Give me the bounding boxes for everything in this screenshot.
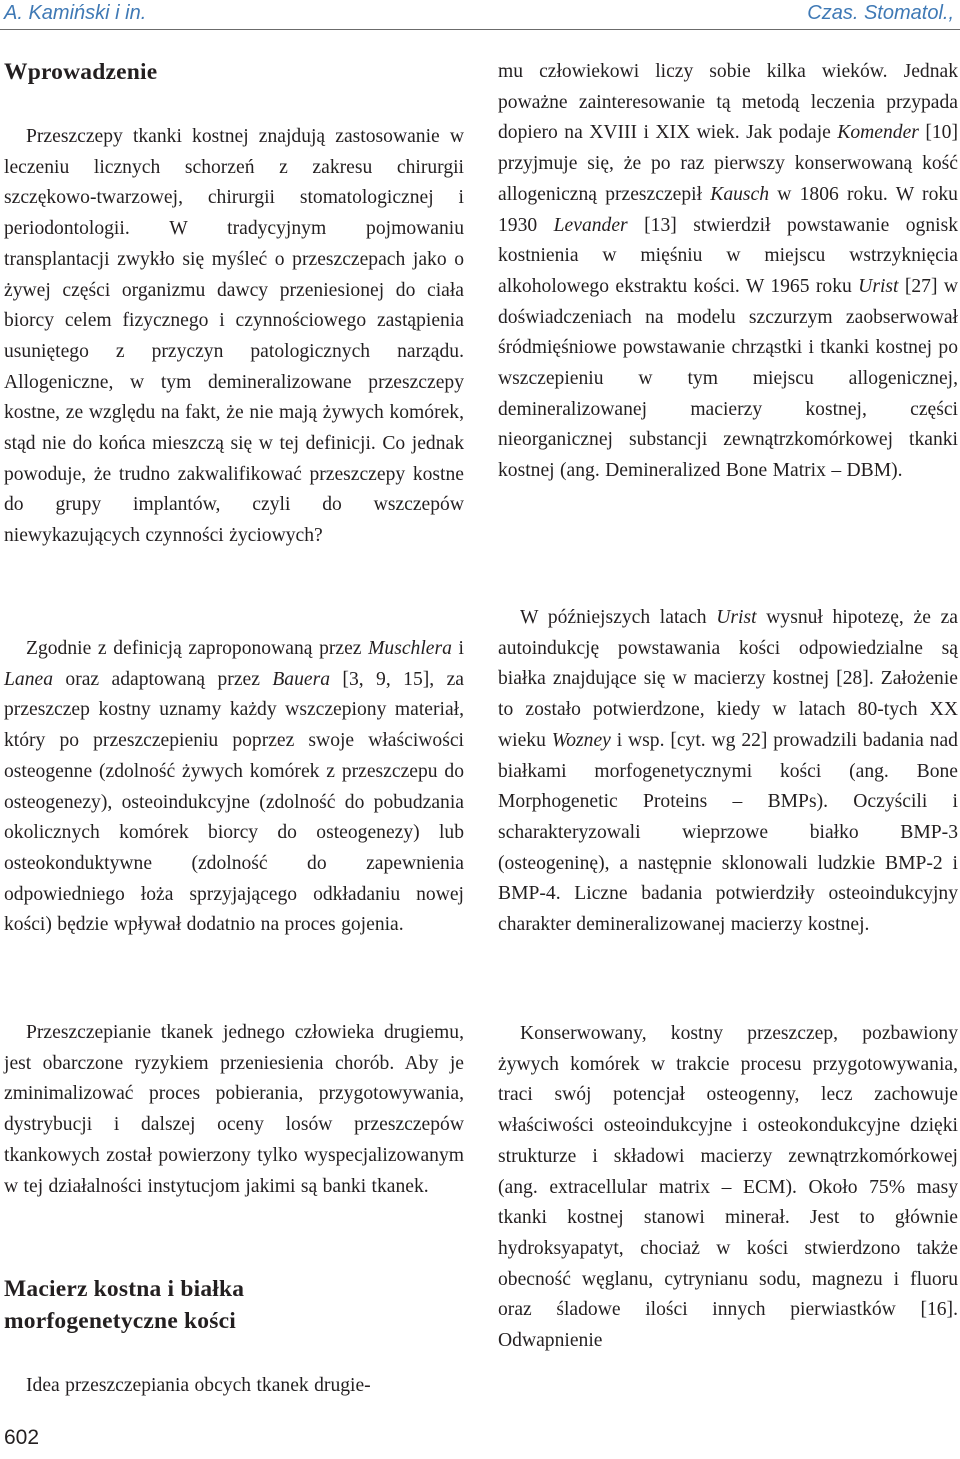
right-p2-text-c: i wsp. [cyt. wg 22] prowadzili badania nad białkami morfogenetycznymi kości (ang. Bone Morphogenetic Proteins – BMPs). Oczyścili i scharakteryzowali wieprzowe białko BMP-3 (osteogeninę), a następnie sklonowali ludzkie BMP-2 i BMP-4. Liczne badania potwierdziły osteoindukcyjny charakter demineralizowanej macierzy kostnej. bbox=[498, 729, 958, 936]
left-paragraph-2 bbox=[4, 634, 464, 941]
author-levander: Levander bbox=[553, 214, 628, 236]
author-urist: Urist bbox=[858, 275, 899, 297]
matrix-heading bbox=[4, 1273, 244, 1337]
matrix-heading-line-2: morfogenetyczne kości bbox=[4, 1308, 236, 1334]
page-number: 602 bbox=[4, 1426, 40, 1449]
right-p2-text-a: W późniejszych latach bbox=[520, 607, 717, 628]
right-paragraph-2 bbox=[498, 603, 958, 941]
author-bauera: Bauera bbox=[272, 668, 331, 690]
header-rule bbox=[0, 29, 960, 30]
author-urist-2: Urist bbox=[716, 607, 757, 628]
left-paragraph-4: Idea przeszczepiania obcych tkanek drugie- bbox=[26, 1375, 371, 1396]
author-wozney: Wozney bbox=[551, 729, 611, 751]
right-p1-text-e: [27] w doświadczeniach na modelu szczurzym zaobserwował śródmięśniowe powstawanie chrząstki i tkanki kostnej po wszczepieniu w tym miejscu allogenicznej, demineralizowanej macierzy kostnej, części nieorganicznej substancji zewnątrzkomórkowej tkanki kostnej (ang. Demineralized Bone Matrix – DBM). bbox=[498, 275, 958, 482]
right-paragraph-3: Konserwowany, kostny przeszczep, pozbawiony żywych komórek w trakcie procesu przygotowywania, traci swój potencjał osteogenny, lecz zachowuje właściwości osteoindukcyjne i osteokondukcyjne dzięki strukturze i składowi macierzy zewnątrzkomórkowej (ang. extracellular matrix – ECM). Około 75% masy tkanki kostnej stanowi minerał. Jest to głównie hydroksyapatyt, chociaż w kości stwierdzono także obecność węglanu, cytrynianu sodu, magnezu i fluoru oraz śladowe ilości innych pierwiastków [16]. Odwapnienie bbox=[498, 1023, 958, 1352]
matrix-heading-line-1: Macierz kostna i białka bbox=[4, 1276, 245, 1302]
right-p1-text-b: [10] przyjmuje się, że po raz pierwszy konserwowaną kość allogeniczną przeszczepił bbox=[498, 122, 958, 205]
running-head-authors: A. Kamiński i in. bbox=[4, 2, 147, 24]
intro-heading: Wprowadzenie bbox=[4, 59, 158, 85]
author-lanea: Lanea bbox=[4, 668, 53, 690]
right-p1-text-c: w 1806 roku. W roku 1930 bbox=[498, 183, 958, 236]
left-paragraph-1: Przeszczepy tkanki kostnej znajdują zastosowanie w leczeniu licznych schorzeń z zakresu chirurgii szczękowo-twarzowej, chirurgii stomatologicznej i periodontologii. W tradycyjnym pojmowaniu transplantacji zwykło się myśleć o przeszczepach jako o żywej części organizmu dawcy przeniesionej do ciała biorcy celem fizycznego i czynnościowego zastąpienia usuniętego z przyczyn patologicznych narządu. Allogeniczne, w tym demineralizowane przeszczepy kostne, ze względu na fakt, że nie mają żywych komórek, stąd nie do końca mieszczą się w tej definicji. Co jednak powoduje, że trudno zakwalifikować przeszczepy kostne do grupy implantów, czyli do wszczepów niewykazujących czynności życiowych? bbox=[4, 126, 464, 547]
right-p2-text-b: wysnuł hipotezę, że za autoindukcję powstawania kości odpowiedzialne są białka znajdujące się w macierzy kostnej [28]. Założenie to zostało potwierdzone, kiedy w latach 80-tych XX wieku bbox=[498, 607, 958, 751]
left-p2-text-b: i bbox=[451, 638, 464, 659]
running-head-journal: Czas. Stomatol., bbox=[807, 2, 954, 24]
right-p1-text-a: mu człowiekowi liczy sobie kilka wieków. Jednak poważne zainteresowanie tą metodą leczenia przypada dopiero na XVIII i XIX wiek. Jak podaje bbox=[498, 61, 958, 144]
left-p2-text-c: oraz adaptowaną przez bbox=[52, 668, 273, 690]
left-paragraph-3: Przeszczepianie tkanek jednego człowieka drugiemu, jest obarczone ryzykiem przeniesienia chorób. Aby je zminimalizować proces pobierania, przygotowywania, dystrybucji i dalszej oceny losów przeszczepów tkankowych został powierzony tylko wyspecjalizowanym w tej działalności instytucjom jakimi są banki tkanek. bbox=[4, 1022, 464, 1197]
right-paragraph-1 bbox=[498, 57, 958, 487]
right-p1-text-d: [13] stwierdził powstawanie ognisk kostnienia w mięśniu w miejscu wstrzyknięcia alkoholowego ekstraktu kości. W 1965 roku bbox=[498, 214, 958, 297]
left-p2-text-d: [3, 9, 15], za przeszczep kostny uznamy każdy wszczepiony materiał, który po przeszczepieniu poprzez swoje właściwości osteogenne (zdolność żywych komórek z przeszczepu do osteogenezy), osteoindukcyjne (zdolność do pobudzania okolicznych komórek biorcy do osteogenezy) lub osteokonduktywne (zdolność do zapewnienia odpowiedniego łoża sprzyjającego odkładaniu nowej kości) będzie wpływał dodatnio na proces gojenia. bbox=[4, 668, 464, 936]
author-kausch: Kausch bbox=[710, 183, 770, 205]
left-p2-text-a: Zgodnie z definicją zaproponowaną przez bbox=[26, 638, 369, 659]
author-muschlera: Muschlera bbox=[368, 638, 452, 659]
author-komender: Komender bbox=[837, 122, 919, 144]
